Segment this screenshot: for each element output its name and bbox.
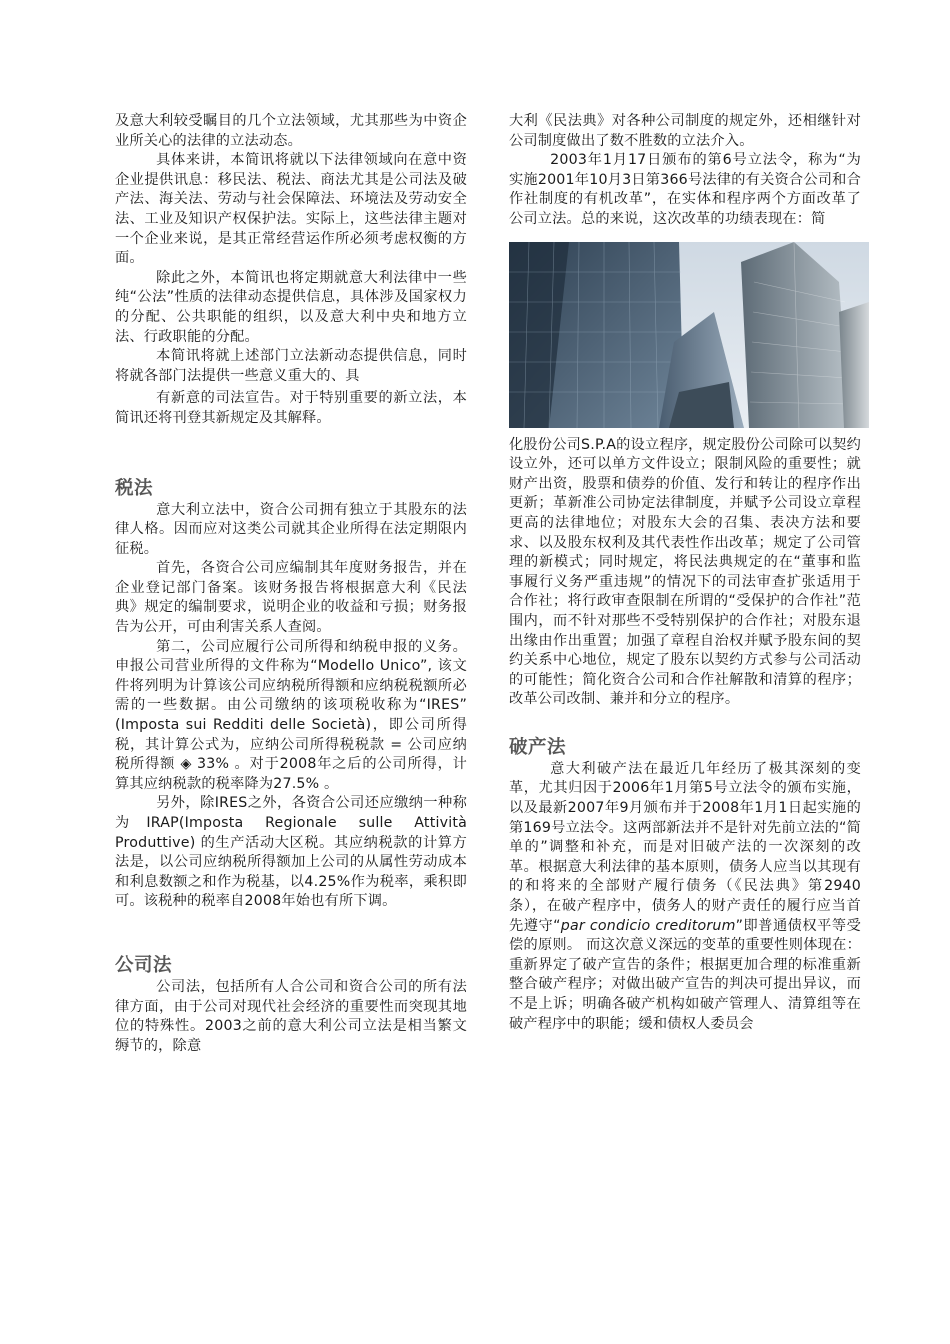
company-law-heading: 公司法 [115, 954, 173, 976]
bankruptcy-text-b: ”即普通债权平等受偿的原则。 而这次意义深远的变革的重要性则体现在：重新界定了破产宣告的条件；根据更加合理的标准重新整合破产程序；对做出破产宣告的判决可提出异议，而不是上诉；明确各破产机构如破产管理人、清算组等在破产程序中的职能；缓和债权人委员会 [509, 917, 861, 1032]
tax-paragraph-3: 第二，公司应履行公司所得和纳税申报的义务。申报公司营业所得的文件称为“Modello Unico”, 该文件将列明为计算该公司应纳税所得额和应纳税税额所必需的一些数据。由公司缴纳的该项税收称为“IRES” (Imposta sui Redditi delle Società)，即公司所得税，其计算公式为，应纳公司所得税税款 = 公司应纳税所得额 ◈ 33% 。对于2008年之后的公司所得，计算其应纳税款的税率降为27.5% 。 [115, 638, 467, 792]
tax-paragraph-2: 首先，各资合公司应编制其年度财务报告，并在企业登记部门备案。该财务报告将根据意大利《民法典》规定的编制要求，说明企业的收益和亏损；财务报告为公开，可由利害关系人查阅。 [115, 560, 467, 636]
bankruptcy-text-a: 意大利破产法在最近几年经历了极其深刻的变革，尤其归因于2006年1月第5号立法令的颁布实施，以及最新2007年9月颁布并于2008年1月1日起实施的第169号立法令。这两部新法并不是针对先前立法的“简单的”调整和补充，而是对旧破产法的一次深刻的改革。根据意大利法律的基本原则，债务人应当以其现有的和将来的全部财产履行债务（《民法典》第2940条），在破产程序中，债务人的财产责任的履行应当首先遵守“ [509, 760, 861, 934]
intro-paragraph-5: 有新意的司法宣告。对于特别重要的新立法，本简讯还将刊登其新规定及其解释。 [115, 390, 467, 426]
intro-paragraph-1: 及意大利较受瞩目的几个立法领域，尤其那些为中资企业所关心的法律的立法动态。 [115, 113, 467, 149]
skyscraper-photo [509, 242, 869, 428]
tax-law-heading: 税法 [115, 477, 154, 499]
intro-paragraph-3: 除此之外，本简讯也将定期就意大利法律中一些纯“公法”性质的法律动态提供信息，具体涉及国家权力的分配、公共职能的组织，以及意大利中央和地方立法、行政职能的分配。 [115, 269, 467, 345]
intro-paragraph-2: 具体来讲，本简讯将就以下法律领域向在意中资企业提供讯息：移民法、税法、商法尤其是公司法及破产法、海关法、劳动与社会保障法、环境法及劳动安全法、工业及知识产权保护法。实际上，这些法律主题对一个企业来说，是其正常经营运作所必须考虑权衡的方面。 [115, 152, 467, 267]
company-paragraph-1: 公司法，包括所有人合公司和资合公司的所有法律方面，由于公司对现代社会经济的重要性而突现其地位的特殊性。2003之前的意大利公司立法是相当繁文缛节的，除意 [115, 978, 467, 1054]
company-paragraph-3: 2003年1月17日颁布的第6号立法令，称为“为实施2001年10月3日第366号法律的有关资合公司和合作社制度的有机改革”，在实体和程序两个方面改革了公司立法。总的来说，这次改革的功绩表现在：简 [509, 152, 861, 227]
intro-paragraph-4: 本简讯将就上述部门立法新动态提供信息，同时将就各部门法提供一些意义重大的、具 [115, 348, 467, 384]
right-column [509, 112, 861, 1034]
company-paragraph-2: 大利《民法典》对各种公司制度的规定外，还相继针对公司制度做出了数不胜数的立法介入。 [509, 113, 861, 149]
bankruptcy-law-heading: 破产法 [509, 736, 567, 758]
bankruptcy-paragraph-1 [509, 760, 861, 1034]
company-paragraph-4: 化股份公司S.P.A的设立程序，规定股份公司除可以契约设立外，还可以单方文件设立；限制风险的重要性；就财产出资，股票和债券的价值、发行和转让的程序作出更新；革新准公司协定法律制度，并赋予公司设立章程更高的法律地位；对股东大会的召集、表决方法和要求、以及股东权利及其代表性作出改革；规定了公司管理的新模式；同时规定，将民法典规定的在“董事和监事履行义务严重违规”的情况下的司法审查扩张适用于合作社；将行政审查限制在所谓的“受保护的合作社”范围内，而不针对那些不受特别保护的合作社；对股东退出缘由作出重置；加强了章程自治权并赋予股东间的契约关系中心地位，规定了股东以契约方式参与公司活动的可能性；简化资合公司和合作社解散和清算的程序；改革公司改制、兼并和分立的程序。 [509, 436, 861, 708]
latin-phrase: par condicio creditorum [560, 917, 736, 934]
tax-paragraph-4: 另外，除IRES之外，各资合公司还应缴纳一种称为IRAP(Imposta Regionale sulle Attività Produttive) 的生产活动大区税。其应纳税款的计算方法是，以公司应纳税所得额加上公司的从属性劳动成本和利息数额之和作为税基，以4.25%作为税率，乘积即可。该税种的税率自2008年始也有所下调。 [115, 795, 467, 910]
left-column [115, 112, 467, 1056]
tax-paragraph-1: 意大利立法中，资合公司拥有独立于其股东的法律人格。因而应对这类公司就其企业所得在法定期限内征税。 [115, 501, 467, 557]
